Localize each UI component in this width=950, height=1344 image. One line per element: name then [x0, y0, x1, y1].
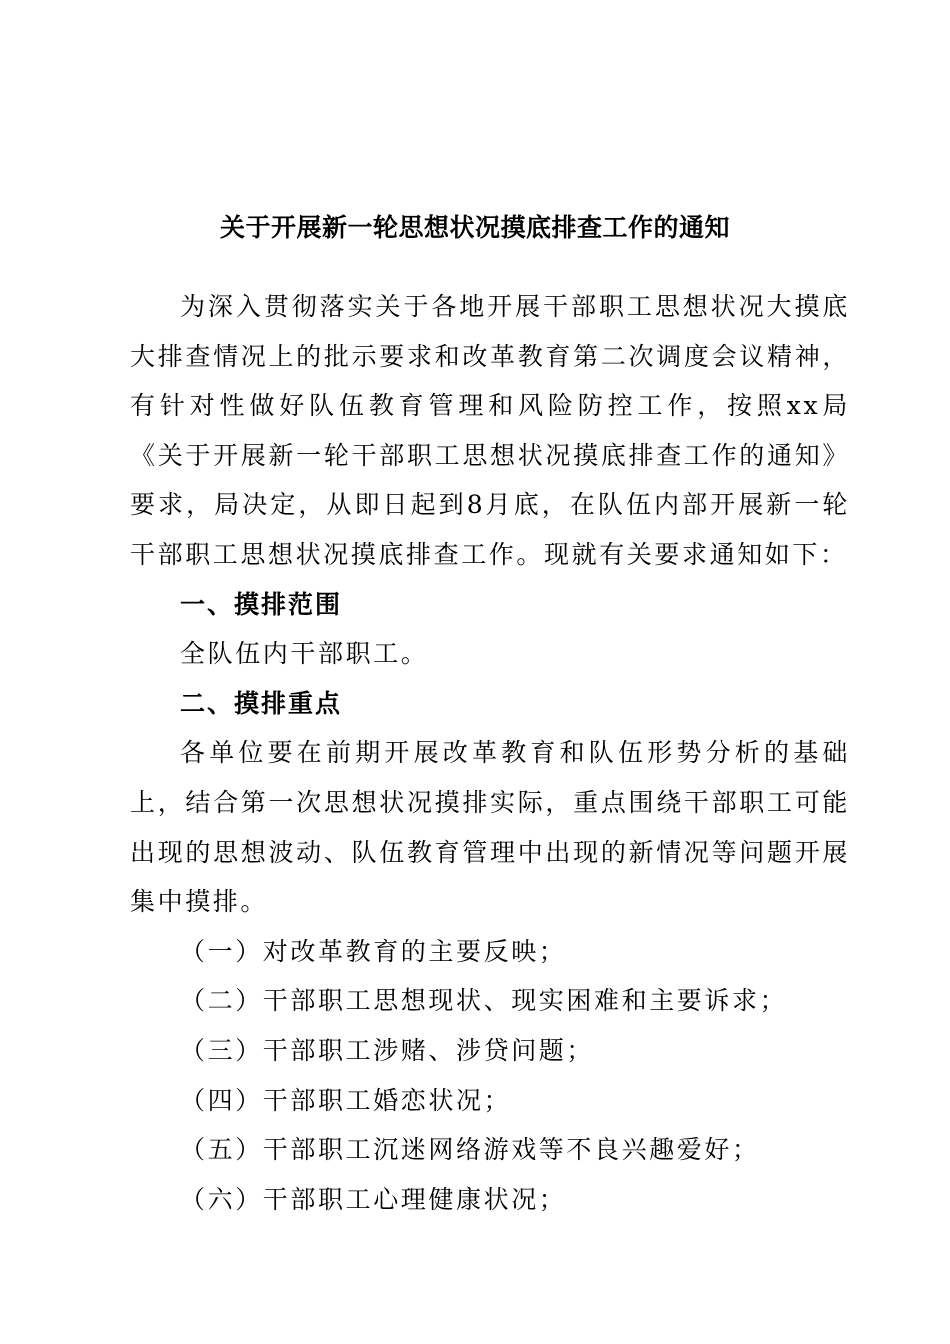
document-body — [130, 282, 850, 1224]
intro-paragraph: 为深入贯彻落实关于各地开展干部职工思想状况大摸底大排查情况上的批示要求和改革教育第二次调度会议精神，有针对性做好队伍教育管理和风险防控工作，按照xx局《关于开展新一轮干部职工思想状况摸底排查工作的通知》要求，局决定，从即日起到8月底，在队伍内部开展新一轮干部职工思想状况摸底排查工作。现就有关要求通知如下： — [130, 292, 850, 569]
document-title: 关于开展新一轮思想状况摸底排查工作的通知 — [219, 213, 730, 242]
list-item: （四）干部职工婚恋状况； — [180, 1085, 512, 1115]
section-heading-focus: 二、摸排重点 — [180, 688, 343, 718]
section-heading-scope: 一、摸排范围 — [180, 589, 343, 619]
list-item: （二）干部职工思想现状、现实困难和主要诉求； — [180, 986, 788, 1016]
list-item: （六）干部职工心理健康状况； — [180, 1184, 567, 1214]
section-focus-content: 各单位要在前期开展改革教育和队伍形势分析的基础上，结合第一次思想状况摸排实际，重点围绕干部职工可能出现的思想波动、队伍教育管理中出现的新情况等问题开展集中摸排。 — [130, 738, 850, 917]
list-item: （三）干部职工涉赌、涉贷问题； — [180, 1035, 595, 1065]
list-item: （五）干部职工沉迷网络游戏等不良兴趣爱好； — [180, 1135, 760, 1165]
section-scope-content: 全队伍内干部职工。 — [180, 639, 429, 669]
list-item: （一）对改革教育的主要反映； — [180, 936, 567, 966]
